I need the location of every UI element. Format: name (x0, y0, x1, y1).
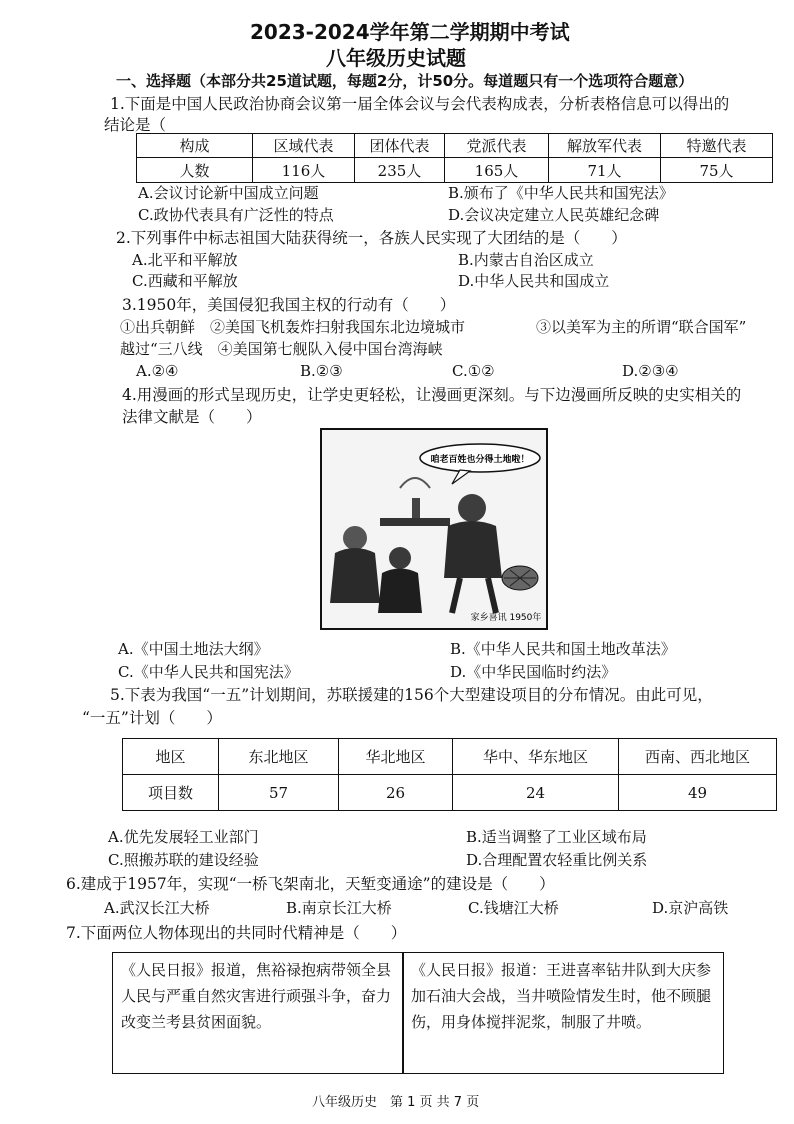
q4-option-b[interactable]: B.《中华人民共和国土地改革法》 (450, 640, 676, 658)
q5-value-cell: 49 (619, 775, 777, 811)
q3-item-1: ①出兵朝鲜 (120, 318, 196, 336)
q5-projects-table (122, 738, 777, 811)
q5-option-b[interactable]: B.适当调整了工业区域布局 (466, 828, 647, 846)
q5-header-cell: 东北地区 (219, 739, 339, 775)
q7-wang-jinxi-text: 《人民日报》报道：王进喜率钻井队到大庆参加石油大会战，当井喷险情发生时，他不顾腿伤，用身体搅拌泥浆，制服了井喷。 (411, 961, 712, 1031)
q3-option-d[interactable]: D.②③④ (622, 362, 679, 380)
q3-item-2: ②美国飞机轰炸扫射我国东北边境城市 (210, 318, 466, 336)
q3-stem: 3.1950年，美国侵犯我国主权的行动有（ ） (122, 296, 456, 314)
q1-option-d[interactable]: D.会议决定建立人民英雄纪念碑 (448, 206, 660, 224)
q1-header-cell: 区域代表 (253, 134, 355, 158)
q1-value-cell: 165人 (445, 158, 549, 183)
q5-header-cell: 华北地区 (339, 739, 453, 775)
q6-option-d[interactable]: D.京沪高铁 (652, 899, 729, 917)
q2-stem: 2.下列事件中标志祖国大陆获得统一，各族人民实现了大团结的是（ ） (116, 229, 627, 247)
q5-header-cell: 地区 (123, 739, 219, 775)
q2-option-d[interactable]: D.中华人民共和国成立 (458, 272, 610, 290)
q5-value-cell: 项目数 (123, 775, 219, 811)
q3-option-a[interactable]: A.②④ (136, 362, 179, 380)
section-heading: 一、选择题（本部分共25道试题，每题2分，计50分。每道题只有一个选项符合题意） (116, 72, 694, 90)
q4-option-d[interactable]: D.《中华民国临时约法》 (450, 663, 617, 681)
q2-option-a[interactable]: A.北平和平解放 (132, 251, 238, 269)
q1-option-b[interactable]: B.颁布了《中华人民共和国宪法》 (448, 184, 674, 202)
q5-option-c[interactable]: C.照搬苏联的建设经验 (108, 851, 259, 869)
q1-stem-line2: 结论是（ (104, 116, 167, 134)
q1-value-cell: 71人 (549, 158, 661, 183)
q1-stem-line1: 1.下面是中国人民政治协商会议第一届全体会议与会代表构成表，分析表格信息可以得出的 (110, 95, 730, 113)
page-footer: 八年级历史 第 1 页 共 7 页 (312, 1095, 480, 1110)
q4-stem-line2: 法律文献是（ ） (122, 408, 262, 426)
q3-line2: 越过“三八线 ④美国第七舰队入侵中国台湾海峡 (120, 340, 443, 358)
q1-value-cell: 75人 (661, 158, 773, 183)
cartoon-caption: 家乡喜讯 1950年 (470, 613, 542, 623)
q1-header-cell: 特邀代表 (661, 134, 773, 158)
q5-option-a[interactable]: A.优先发展轻工业部门 (108, 828, 259, 846)
q1-header-cell: 团体代表 (355, 134, 445, 158)
q1-option-c[interactable]: C.政协代表具有广泛性的特点 (138, 206, 334, 224)
q3-item-3: ③以美军为主的所谓“联合国军” (536, 318, 747, 336)
q5-option-d[interactable]: D.合理配置农轻重比例关系 (466, 851, 648, 869)
q5-value-cell: 26 (339, 775, 453, 811)
q1-value-cell: 235人 (355, 158, 445, 183)
q5-value-cell: 57 (219, 775, 339, 811)
q7-jiao-yulu-text: 《人民日报》报道，焦裕禄抱病带领全县人民与严重自然灾害进行顽强斗争，奋力改变兰考县贫困面貌。 (121, 961, 392, 1031)
q1-option-a[interactable]: A.会议讨论新中国成立问题 (138, 184, 319, 202)
q5-stem-line2: “一五”计划（ ） (82, 709, 222, 727)
q4-stem-line1: 4.用漫画的形式呈现历史，让学史更轻松，让漫画更深刻。与下边漫画所反映的史实相关的 (122, 386, 742, 404)
exam-subtitle: 八年级历史试题 (326, 46, 466, 70)
q1-delegates-table (136, 133, 773, 183)
q5-value-cell: 24 (453, 775, 619, 811)
exam-title: 2023-2024学年第二学期期中考试 (250, 20, 570, 44)
q3-option-b[interactable]: B.②③ (300, 362, 343, 380)
q7-stem: 7.下面两位人物体现出的共同时代精神是（ ） (66, 924, 407, 942)
speech-bubble-text: 咱老百姓也分得土地啦！ (430, 455, 530, 465)
q3-option-c[interactable]: C.①② (452, 362, 495, 380)
q2-option-b[interactable]: B.内蒙古自治区成立 (458, 251, 594, 269)
q4-option-a[interactable]: A.《中国土地法大纲》 (118, 640, 269, 658)
q1-header-cell: 构成 (137, 134, 253, 158)
q1-header-cell: 解放军代表 (549, 134, 661, 158)
q1-value-cell: 人数 (137, 158, 253, 183)
q5-header-cell: 西南、西北地区 (619, 739, 777, 775)
q6-option-a[interactable]: A.武汉长江大桥 (104, 899, 210, 917)
q7-wang-jinxi-box (402, 952, 724, 1074)
q1-value-cell: 116人 (253, 158, 355, 183)
q6-option-c[interactable]: C.钱塘江大桥 (468, 899, 559, 917)
q7-jiao-yulu-box (112, 952, 404, 1074)
q5-header-cell: 华中、华东地区 (453, 739, 619, 775)
q6-stem: 6.建成于1957年，实现“一桥飞架南北，天堑变通途”的建设是（ ） (66, 875, 555, 893)
q1-header-cell: 党派代表 (445, 134, 549, 158)
q6-option-b[interactable]: B.南京长江大桥 (286, 899, 392, 917)
land-reform-cartoon (320, 428, 548, 630)
q5-stem-line1: 5.下表为我国“一五”计划期间，苏联援建的156个大型建设项目的分布情况。由此可见， (110, 686, 713, 704)
q2-option-c[interactable]: C.西藏和平解放 (132, 272, 238, 290)
q4-option-c[interactable]: C.《中华人民共和国宪法》 (118, 663, 299, 681)
